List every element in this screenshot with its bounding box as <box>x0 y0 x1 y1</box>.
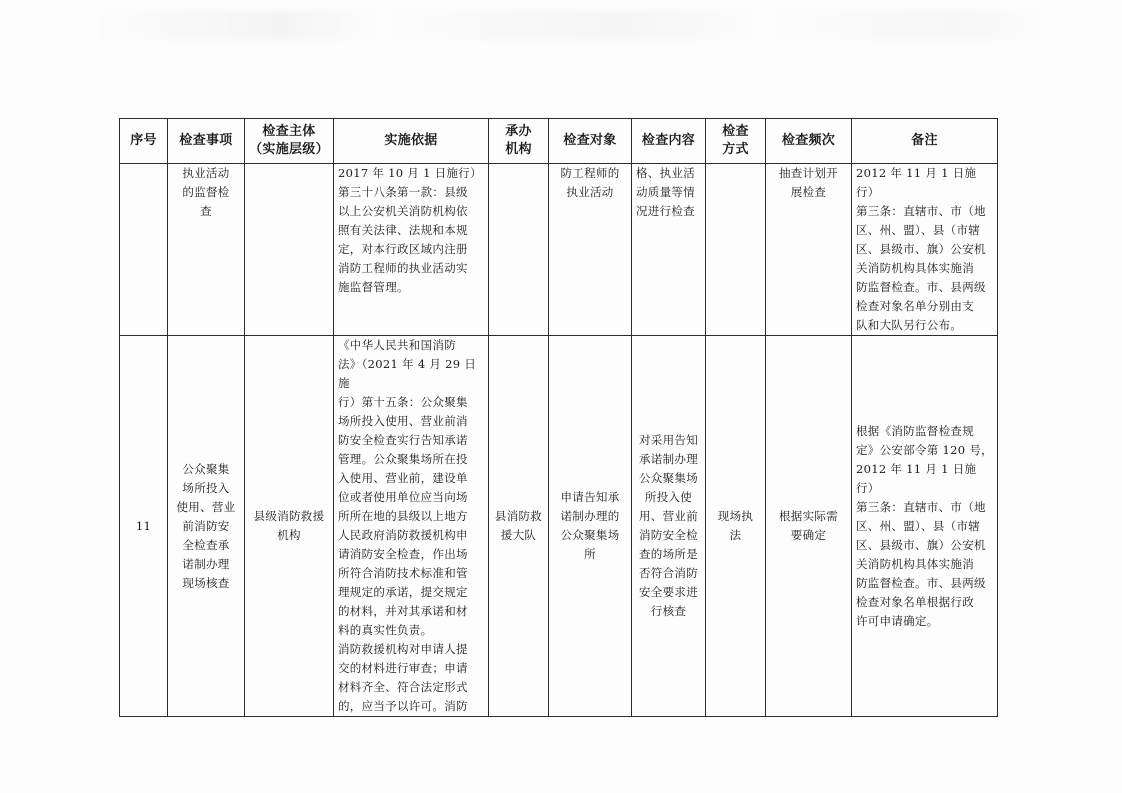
table-row <box>120 336 998 717</box>
row-object: 申请告知承 诺制办理的 公众聚集场 所 <box>549 336 632 717</box>
row-remark: 2012 年 11 月 1 日施行） 第三条：直辖市、市（地 区、州、盟）、县（市辖 区、县级市、旗）公安机 关消防机构具体实施消 防监督检查。市、县两级 检查对象名单分别由支 队和大队另行公布。 <box>852 164 998 336</box>
row-org: 县消防救 援大队 <box>489 336 549 717</box>
row-content: 格、执业活 动质量等情 况进行检查 <box>632 164 706 336</box>
row-seq: 11 <box>120 336 168 717</box>
row-content: 对采用告知 承诺制办理 公众聚集场 所投入使 用、营业前 消防安全检 查的场所是 否符合消防 安全要求进 行核查 <box>632 336 706 717</box>
row-basis: 《中华人民共和国消防 法》（2021 年 4 月 29 日施 行）第十五条：公众聚集 场所投入使用、营业前消 防安全检查实行告知承诺 管理。公众聚集场所在投 入使用、营业前，建设单 位或者使用单位应当向场 所所在地的县级以上地方 人民政府消防救援机构申 请消防安全检查，作出场 所符合消防技术标准和管 理规定的承诺，提交规定 的材料，并对其承诺和材 料的真实性负责。 消防救援机构对申请人提 交的材料进行审查；申请 材料齐全、符合法定形式 的，应当予以许可。消防 <box>334 336 489 717</box>
row-remark: 根据《消防监督检查规 定》公安部令第 120 号， 2012 年 11 月 1 日施行） 第三条：直辖市、市（地 区、州、盟）、县（市辖 区、县级市、旗）公安机 关消防机构具体实施消 防监督检查。市、县两级 检查对象名单根据行政 许可申请确定。 <box>852 336 998 717</box>
row-seq <box>120 164 168 336</box>
row-basis: 2017 年 10 月 1 日施行） 第三十八条第一款：县级 以上公安机关消防机构依 照有关法律、法规和本规 定，对本行政区域内注册 消防工程师的执业活动实 施监督管理。 <box>334 164 489 336</box>
header-basis: 实施依据 <box>334 119 489 164</box>
scan-shadow <box>90 10 1050 40</box>
row-method <box>706 164 766 336</box>
row-item: 执业活动 的监督检 查 <box>168 164 245 336</box>
row-method: 现场执 法 <box>706 336 766 717</box>
header-seq: 序号 <box>120 119 168 164</box>
header-org: 承办 机构 <box>489 119 549 164</box>
row-item: 公众聚集 场所投入 使用、营业 前消防安 全检查承 诺制办理 现场核查 <box>168 336 245 717</box>
header-object: 检查对象 <box>549 119 632 164</box>
header-item: 检查事项 <box>168 119 245 164</box>
header-content: 检查内容 <box>632 119 706 164</box>
header-subject: 检查主体 （实施层级） <box>245 119 334 164</box>
header-frequency: 检查频次 <box>766 119 852 164</box>
header-remark: 备注 <box>852 119 998 164</box>
table-row <box>120 164 998 336</box>
row-frequency: 抽查计划开 展检查 <box>766 164 852 336</box>
row-org <box>489 164 549 336</box>
row-object: 防工程师的 执业活动 <box>549 164 632 336</box>
header-method: 检查 方式 <box>706 119 766 164</box>
header-row <box>120 119 998 164</box>
inspection-table <box>119 118 998 717</box>
row-subject: 县级消防救援 机构 <box>245 336 334 717</box>
row-frequency: 根据实际需 要确定 <box>766 336 852 717</box>
row-subject <box>245 164 334 336</box>
